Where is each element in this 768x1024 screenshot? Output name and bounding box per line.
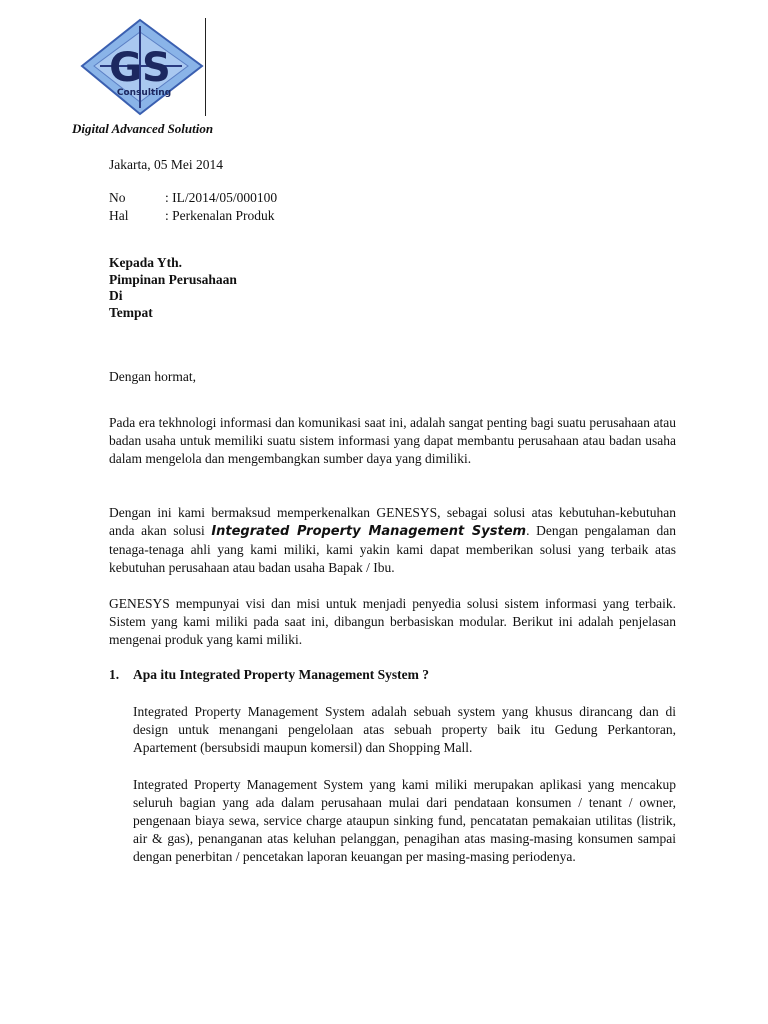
letter-meta bbox=[109, 189, 277, 225]
body-paragraph-2 bbox=[109, 504, 676, 577]
recipient-line: Tempat bbox=[109, 304, 153, 320]
recipient-line: Kepada Yth. bbox=[109, 255, 183, 270]
section-paragraph-1: Integrated Property Management System adalah sebuah system yang khusus dirancang dan di design untuk menangani pengelolaan atas sebuah property baik itu Gedung Perkantoran, Apartement (bersubsidi maupun komersil) dan Shopping Mall. bbox=[133, 704, 676, 755]
section-title: Apa itu Integrated Property Management System ? bbox=[133, 667, 429, 682]
body-paragraph-1: Pada era tekhnologi informasi dan komunikasi saat ini, adalah sangat penting bagi suatu perusahaan atau badan usaha untuk memiliki suatu sistem informasi yang dapat membantu perusahaan atau badan usaha dalam mengelola dan mengembangkan sumber daya yang dimiliki. bbox=[109, 415, 676, 466]
meta-number-label: No bbox=[109, 190, 126, 205]
section-paragraph-2: Integrated Property Management System yang kami miliki merupakan aplikasi yang mencakup seluruh bagian yang ada dalam perusahaan mulai dari pendataan konsumen / tenant / owner, pengenaan biaya sewa, service charge ataupun sinking fund, pencatatan pemakaian utilitas (listrik, air & gas), penanganan atas keluhan pelanggan, penagihan atas masing-masing konsumen sampai dengan penerbitan / pencetakan laporan keuangan per masing-masing periodenya. bbox=[133, 777, 676, 864]
letter-date: Jakarta, 05 Mei 2014 bbox=[109, 157, 223, 172]
paragraph-2-intro: Dengan ini kami bermaksud memperkenalkan GENESYS, sebagai solusi atas kebutuhan-kebutuhan anda akan solusi bbox=[109, 505, 676, 538]
recipient-line: Pimpinan Perusahaan bbox=[109, 271, 237, 287]
product-name-emphasis: Integrated Property Management System bbox=[211, 524, 527, 539]
section-number: 1. bbox=[109, 667, 120, 682]
meta-number-value: : IL/2014/05/000100 bbox=[165, 190, 278, 205]
paragraph-2-rest: . Dengan pengalaman dan tenaga-tenaga ahli yang kami miliki, kami yakin kami dapat memberikan solusi yang terbaik atas kebutuhan perusahaan atau badan usaha Bapak / Ibu. bbox=[109, 523, 676, 575]
logo-subtitle-text: Consulting bbox=[116, 88, 172, 98]
recipient-block bbox=[109, 255, 237, 321]
meta-subject-value: : Perkenalan Produk bbox=[165, 208, 275, 223]
company-tagline: Digital Advanced Solution bbox=[72, 121, 214, 136]
meta-subject-label: Hal bbox=[109, 208, 129, 223]
company-logo bbox=[80, 18, 206, 118]
logo-mark-text: GS bbox=[109, 45, 171, 91]
meta-row-subject bbox=[109, 207, 277, 225]
meta-row-number bbox=[109, 189, 277, 207]
greeting: Dengan hormat, bbox=[109, 369, 196, 384]
body-paragraph-3: GENESYS mempunyai visi dan misi untuk menjadi penyedia solusi sistem informasi yang terbaik. Sistem yang kami miliki pada saat ini, dibangun berbasiskan modular. Berikut ini adalah penjelasan mengenai produk yang kami miliki. bbox=[109, 596, 676, 647]
recipient-line: Di bbox=[109, 288, 123, 303]
header-divider bbox=[205, 18, 206, 116]
section-heading bbox=[109, 667, 429, 683]
gs-consulting-logo-icon bbox=[80, 18, 206, 118]
